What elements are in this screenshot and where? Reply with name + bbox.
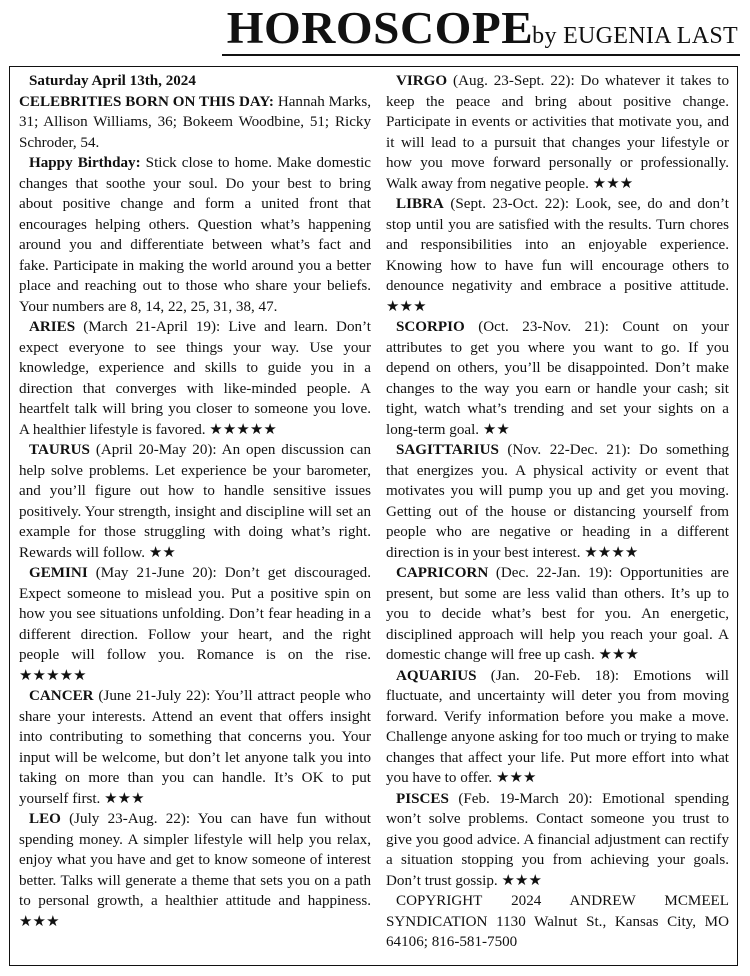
- title-line: [222, 2, 738, 54]
- sign-name: CAPRICORN: [396, 565, 489, 581]
- sign-name: LEO: [29, 811, 61, 827]
- sign-name: VIRGO: [396, 73, 448, 89]
- date: Saturday April 13th, 2024: [29, 73, 196, 89]
- birthday-paragraph: [19, 153, 371, 317]
- sign-name: AQUARIUS: [396, 667, 477, 684]
- sign-text: (Feb. 19-March 20): Emotional spending won’t solve problems. Contact someone you trust to give you good advice. A financial adjustment can rectify a situation stopping you from achieving your goals. Don’t trust gossip. ★★★: [386, 790, 729, 889]
- sign-text: (Nov. 22-Dec. 21): Do something that energizes you. A physical activity or event that motivates you will pump you up and get you moving. Getting out of the house or distancing yourself from people who are negative or heading in a different direction is in your best interest. ★★★★: [386, 442, 729, 561]
- sign-text: (Sept. 23-Oct. 22): Look, see, do and don’t stop until you are satisfied with the results. Turn chores and responsibilities into an enjoyable experience. Knowing how to have fun will encourage others to denounce negativity and embrace a positive attitude. ★★★: [386, 196, 729, 315]
- sign-taurus: [19, 440, 371, 563]
- sign-name: PISCES: [396, 790, 449, 807]
- birthday-text: Stick close to home. Make domestic changes that soothe your soul. Do your best to bring about positive change and form a united front that encourages helping others. Question what’s happening around you and differentiate between what’s fact and fake. Participate in making the world around you a better place and reaching out to those who share your beliefs. Your numbers are 8, 14, 22, 25, 31, 38, 47.: [19, 155, 371, 315]
- sign-text: (Oct. 23-Nov. 21): Count on your attributes to get you where you want to go. If you depend on others, you’ll be disappointed. Don’t make changes to the way you earn or handle your cash; sit tight, watch what’s trending and set your sights on a long-term goal. ★★: [386, 319, 729, 438]
- sign-name: CANCER: [29, 688, 94, 704]
- sign-name: SAGITTARIUS: [396, 442, 499, 458]
- sign-text: (April 20-May 20): An open discussion can help solve problems. Let experience be your barometer, and you’ll figure out how to handle sensitive issues positively. Your strength, insight and discipline will set an example for those struggling with doing what’s right. Rewards will follow. ★★: [19, 442, 371, 561]
- sign-text: (May 21-June 20): Don’t get discouraged. Expect someone to mislead you. Put a positive spin on how you see situations unfolding. Don’t fear heading in a different direction. Follow your heart, and the right people will follow you. Romance is on the rise. ★★★★★: [19, 565, 371, 684]
- sign-name: GEMINI: [29, 565, 88, 581]
- sign-name: SCORPIO: [396, 319, 465, 335]
- left-column: [19, 71, 371, 932]
- celebrities-label: CELEBRITIES BORN ON THIS DAY:: [19, 93, 274, 110]
- sign-name: ARIES: [29, 319, 76, 335]
- sign-text: (March 21-April 19): Live and learn. Don’t expect everyone to see things your way. Use your knowledge, experience and skills to guide you in a direction that converges with like-minded people. A heartfelt talk will bring you closer to someone you love. A healthier lifestyle is favored. ★★★★★: [19, 319, 371, 438]
- sign-text: (June 21-July 22): You’ll attract people who share your interests. Attend an event that offers insight into contributing to something that concerns you. Your input will be welcome, but don’t let anyone talk you into taking on more than you can handle. It’s OK to put yourself first. ★★★: [19, 688, 371, 807]
- header: [0, 0, 750, 60]
- sign-text: (Aug. 23-Sept. 22): Do whatever it takes to keep the peace and bring about positive change. Participate in events or activities that motivate you, and it will lead to a pursuit that changes your lifestyle or how you move forward personally or professionally. Walk away from negative people. ★★★: [386, 73, 729, 192]
- page-title: HOROSCOPE: [226, 3, 534, 53]
- celebrities-paragraph: [19, 92, 371, 154]
- sign-virgo: [386, 71, 729, 194]
- sign-libra: [386, 194, 729, 317]
- birthday-label: Happy Birthday:: [29, 155, 141, 171]
- sign-pisces: [386, 789, 729, 892]
- sign-leo: [19, 809, 371, 932]
- sign-name: LIBRA: [396, 196, 444, 212]
- sign-aquarius: [386, 666, 729, 789]
- copyright: COPYRIGHT 2024 ANDREW MCMEEL SYNDICATION 1130 Walnut St., Kansas City, MO 64106; 816-581-7500: [386, 893, 729, 950]
- date-line: [19, 71, 371, 92]
- sign-text: (July 23-Aug. 22): You can have fun without spending money. A simpler lifestyle will help you relax, enjoy what you have and get to know someone of interest better. Talks will generate a theme that sets you on a path to personal growth, a healthier attitude and happiness. ★★★: [19, 811, 371, 930]
- sign-text: (Jan. 20-Feb. 18): Emotions will fluctuate, and uncertainty will deter you from moving forward. Verify information before you make a move. Challenge anyone asking for too much or trying to make changes that affect your life. Put more effort into what you have to offer. ★★★: [386, 667, 729, 786]
- sign-scorpio: [386, 317, 729, 440]
- sign-aries: [19, 317, 371, 440]
- sign-gemini: [19, 563, 371, 686]
- sign-name: TAURUS: [29, 442, 90, 458]
- horoscope-box: [9, 66, 738, 966]
- right-column: [386, 71, 729, 953]
- title-rule: [222, 54, 740, 56]
- sign-text: (Dec. 22-Jan. 19): Opportunities are present, but some are less valid than others. It’s up to you to decide what’s best for you. An energetic, disciplined approach will help you reach your goal. A domestic change will free up cash. ★★★: [386, 565, 729, 663]
- sign-capricorn: [386, 563, 729, 666]
- celebrities-text: Hannah Marks, 31; Allison Williams, 36; Bokeem Woodbine, 51; Ricky Schroder, 54.: [19, 93, 372, 151]
- sign-cancer: [19, 686, 371, 809]
- sign-sagittarius: [386, 440, 729, 563]
- byline: by EUGENIA LAST: [532, 23, 738, 49]
